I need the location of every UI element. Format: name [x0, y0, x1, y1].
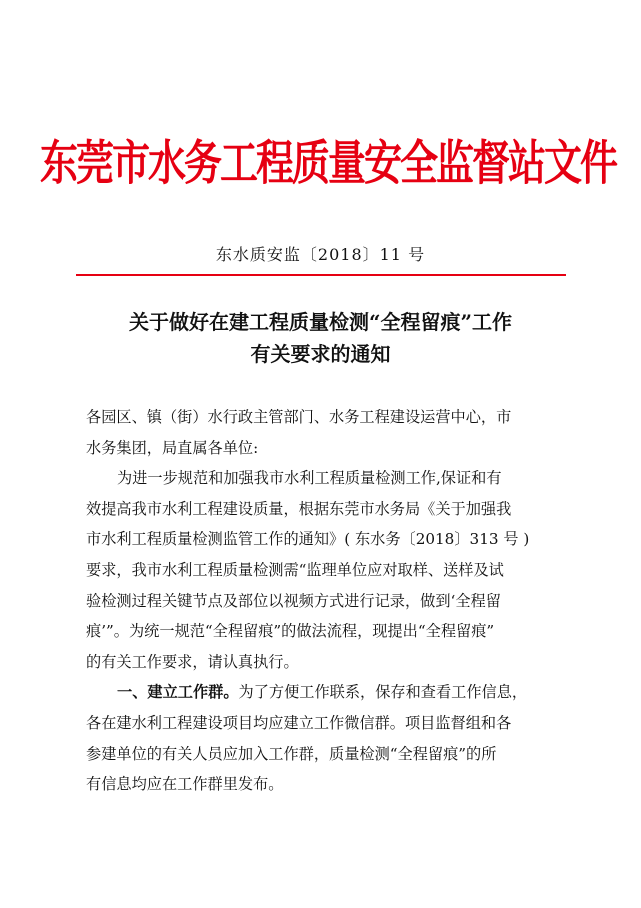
- paragraph-line: 为进一步规范和加强我市水利工程质量检测工作,保证和有: [117, 469, 502, 488]
- paragraph-line: 参建单位的有关人员应加入工作群，质量检测“全程留痕”的所: [86, 744, 497, 763]
- notice-title-line-1: 关于做好在建工程质量检测“全程留痕”工作: [128, 310, 512, 334]
- salutation-line-1: 各园区、镇（街）水行政主管部门、水务工程建设运营中心，市: [86, 408, 512, 426]
- section-one-first-line: [86, 677, 558, 708]
- salutation-line-2: 水务集团，局直属各单位:: [86, 438, 259, 457]
- red-divider-line: [76, 274, 566, 276]
- section-one-heading: 一、建立工作群。: [117, 683, 239, 702]
- notice-body: [86, 402, 558, 800]
- paragraph-line: 有信息均应在工作群里发布。: [86, 775, 284, 794]
- document-number: 东水质安监〔2018〕11 号: [215, 245, 426, 264]
- section-one-text: 为了方便工作联系，保存和查看工作信息，: [238, 683, 528, 702]
- paragraph-line: 的有关工作要求，请认真执行。: [86, 652, 299, 671]
- paragraph-line: 市水利工程质量检测监管工作的通知》( 东水务〔2018〕313 号 ): [86, 530, 530, 549]
- paragraph-line: 要求，我市水利工程质量检测需“监理单位应对取样、送样及试: [86, 560, 504, 579]
- document-header-title: 东莞市水务工程质量安全监督站文件: [40, 134, 617, 191]
- paragraph-line: 痕’”。为统一规范“全程留痕”的做法流程，现提出“全程留痕”: [86, 622, 495, 641]
- notice-title-line-2: 有关要求的通知: [250, 342, 391, 366]
- notice-title: [60, 306, 581, 370]
- paragraph-line: 验检测过程关键节点及部位以视频方式进行记录，做到‘全程留: [86, 591, 501, 610]
- paragraph-line: 各在建水利工程建设项目均应建立工作微信群。项目监督组和各: [86, 713, 512, 732]
- paragraph-line: 效提高我市水利工程建设质量，根据东莞市水务局《关于加强我: [86, 499, 512, 518]
